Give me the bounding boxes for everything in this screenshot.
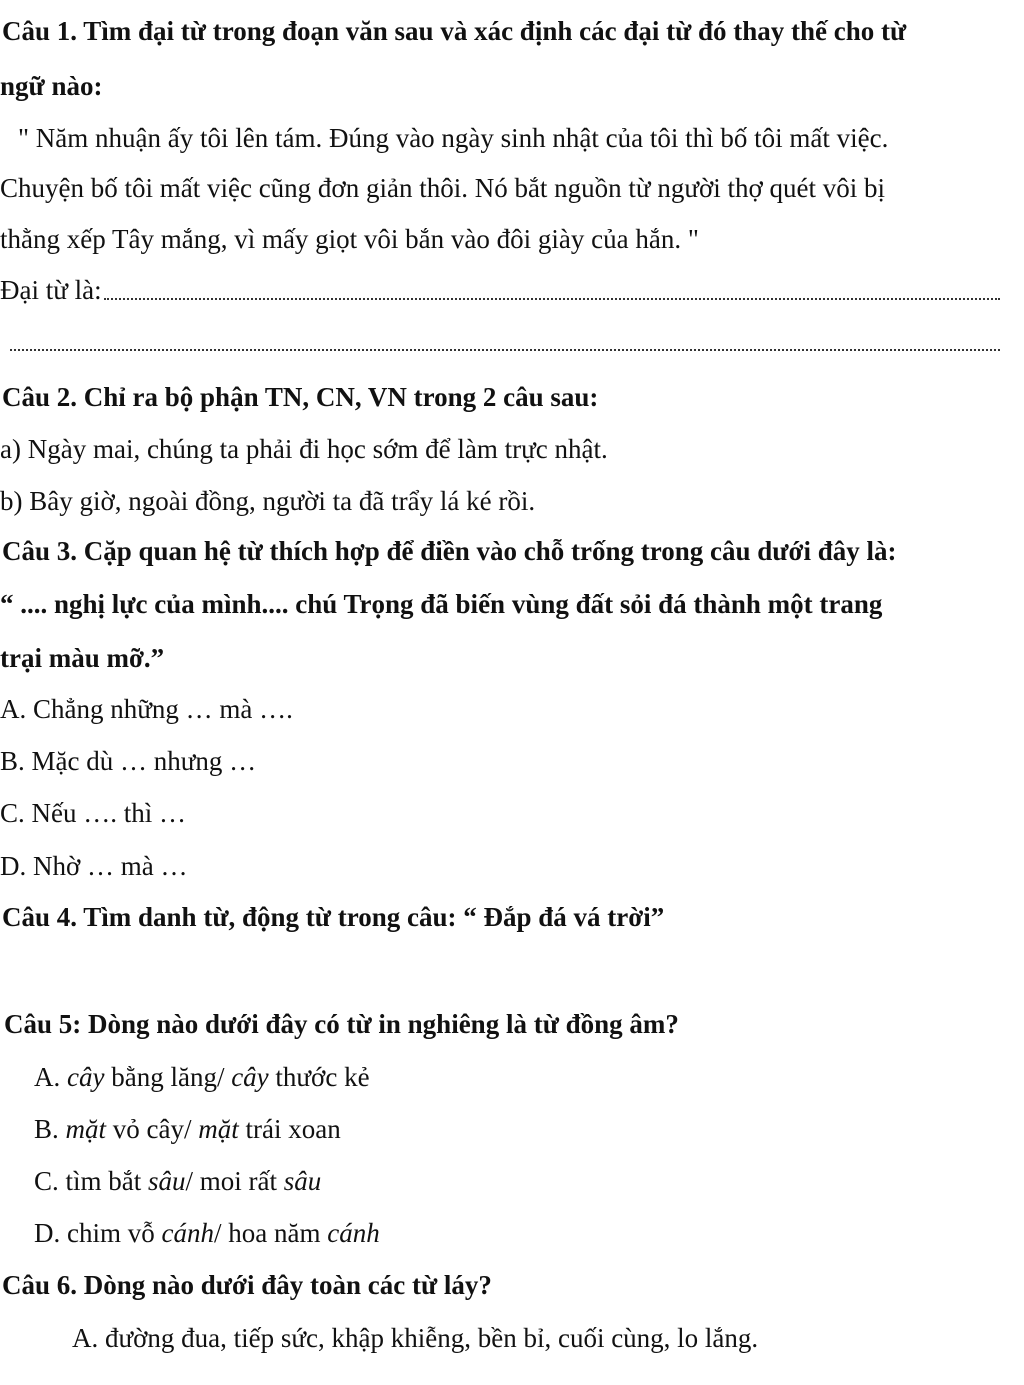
q3-option-a: A. Chẳng những … mà …. <box>0 694 293 724</box>
q6-title: Câu 6. Dòng nào dưới đây toàn các từ láy? <box>2 1270 492 1300</box>
q3-option-b: B. Mặc dù … nhưng … <box>0 746 257 776</box>
q3-option-d: D. Nhờ … mà … <box>0 851 188 881</box>
q5-option-d: D. chim vỗ cánh/ hoa năm cánh <box>34 1218 380 1248</box>
answer-dotted-line-2 <box>10 349 1000 351</box>
q6-option-a: A. đường đua, tiếp sức, khập khiễng, bền bỉ, cuối cùng, lo lắng. <box>72 1323 759 1353</box>
q2-sentence-a: a) Ngày mai, chúng ta phải đi học sớm để làm trực nhật. <box>0 434 608 464</box>
q3-quote-line1: “ .... nghị lực của mình.... chú Trọng đã biến vùng đất sỏi đá thành một trang <box>0 589 883 619</box>
answer-dotted-line-1 <box>104 298 1000 300</box>
q1-answer-label: Đại từ là: <box>0 275 102 305</box>
q5-title: Câu 5: Dòng nào dưới đây có từ in nghiêng là từ đồng âm? <box>4 1009 679 1039</box>
q1-passage-line3: thằng xếp Tây mắng, vì mấy giọt vôi bắn vào đôi giày của hắn. " <box>0 224 699 254</box>
q3-quote-line2: trại màu mỡ.” <box>0 643 165 673</box>
q3-title: Câu 3. Cặp quan hệ từ thích hợp để điền vào chỗ trống trong câu dưới đây là: <box>2 536 897 566</box>
q1-title-line1: Câu 1. Tìm đại từ trong đoạn văn sau và xác định các đại từ đó thay thế cho từ <box>2 16 907 46</box>
q1-passage-line1: " Năm nhuận ấy tôi lên tám. Đúng vào ngày sinh nhật của tôi thì bố tôi mất việc. <box>18 123 889 153</box>
q5-option-c: C. tìm bắt sâu/ moi rất sâu <box>34 1166 322 1196</box>
q1-passage-line2: Chuyện bố tôi mất việc cũng đơn giản thôi. Nó bắt nguồn từ người thợ quét vôi bị <box>0 173 886 203</box>
q5-option-a: A. cây bằng lăng/ cây thước kẻ <box>34 1062 370 1092</box>
q1-title-line2: ngữ nào: <box>0 71 103 101</box>
q3-option-c: C. Nếu …. thì … <box>0 798 186 828</box>
q2-sentence-b: b) Bây giờ, ngoài đồng, người ta đã trẩy lá ké rồi. <box>0 486 536 516</box>
q4-title: Câu 4. Tìm danh từ, động từ trong câu: “ Đắp đá vá trời” <box>2 902 665 932</box>
q5-option-b: B. mặt vỏ cây/ mặt trái xoan <box>34 1114 341 1144</box>
q2-title: Câu 2. Chỉ ra bộ phận TN, CN, VN trong 2 câu sau: <box>2 382 599 412</box>
